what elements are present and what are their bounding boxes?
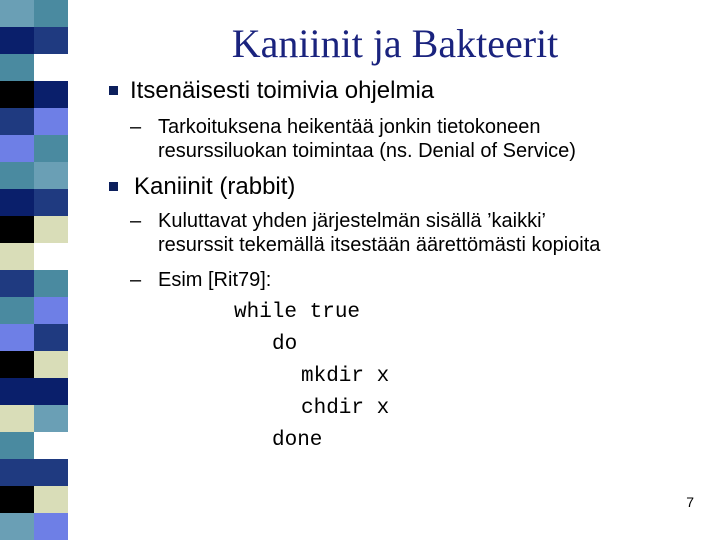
sub-1-1-line2: resurssiluokan toimintaa (ns. Denial of Service) [158, 140, 576, 162]
sub-1-1-line1: Tarkoituksena heikentää jonkin tietokoneen [158, 116, 541, 138]
stripe-block-right [34, 405, 68, 432]
bullet-square-icon [109, 86, 118, 95]
stripe-block-left [0, 135, 34, 162]
stripe-block-left [0, 270, 34, 297]
sub-2-1-line2: resurssit tekemällä itsestään äärettömästi kopioita [158, 234, 601, 256]
stripe-block-left [0, 486, 34, 513]
stripe-block-left [0, 81, 34, 108]
stripe-block-right [34, 513, 68, 540]
stripe-block-right [34, 378, 68, 405]
stripe-block-right [34, 243, 68, 270]
stripe-block-right [34, 54, 68, 81]
decorative-stripe [0, 0, 68, 540]
stripe-block-left [0, 243, 34, 270]
stripe-block-left [0, 162, 34, 189]
stripe-block-left [0, 0, 34, 27]
stripe-block-right [34, 189, 68, 216]
stripe-block-left [0, 432, 34, 459]
stripe-block-right [34, 81, 68, 108]
stripe-block-right [34, 432, 68, 459]
stripe-block-left [0, 324, 34, 351]
stripe-block-left [0, 459, 34, 486]
stripe-block-right [34, 0, 68, 27]
stripe-block-right [34, 108, 68, 135]
stripe-block-left [0, 108, 34, 135]
code-line: mkdir x [301, 365, 390, 388]
bullet-2-text: Kaniinit (rabbit) [134, 173, 296, 200]
dash-marker: – [130, 116, 142, 138]
stripe-block-left [0, 297, 34, 324]
stripe-block-right [34, 486, 68, 513]
dash-marker: – [130, 269, 142, 291]
stripe-block-left [0, 27, 34, 54]
stripe-block-left [0, 189, 34, 216]
stripe-block-left [0, 216, 34, 243]
bullet-square-icon [109, 182, 118, 191]
stripe-block-left [0, 378, 34, 405]
stripe-block-right [34, 135, 68, 162]
slide-title: Kaniinit ja Bakteerit [231, 21, 559, 66]
stripe-block-right [34, 162, 68, 189]
stripe-block-left [0, 54, 34, 81]
stripe-block-left [0, 351, 34, 378]
stripe-block-left [0, 405, 34, 432]
stripe-block-right [34, 270, 68, 297]
stripe-block-right [34, 27, 68, 54]
dash-marker: – [130, 210, 142, 232]
code-line: chdir x [301, 397, 390, 420]
stripe-block-right [34, 459, 68, 486]
stripe-block-right [34, 324, 68, 351]
page-number: 7 [686, 494, 694, 510]
stripe-block-left [0, 513, 34, 540]
stripe-block-right [34, 351, 68, 378]
bullet-1-text: Itsenäisesti toimivia ohjelmia [130, 77, 435, 104]
sub-2-2-line1: Esim [Rit79]: [158, 269, 272, 291]
code-line: done [272, 429, 323, 452]
code-line: do [272, 333, 298, 356]
code-line: while true [234, 301, 361, 324]
stripe-block-right [34, 216, 68, 243]
stripe-block-right [34, 297, 68, 324]
sub-2-1-line1: Kuluttavat yhden järjestelmän sisällä ’kaikki’ [158, 210, 546, 232]
